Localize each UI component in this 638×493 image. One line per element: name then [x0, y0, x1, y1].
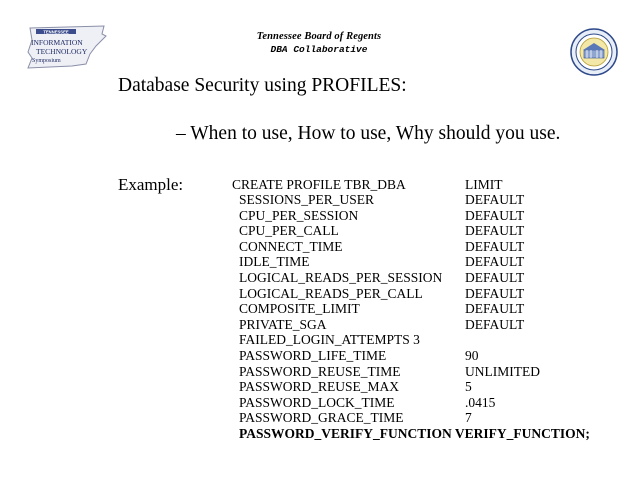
header-title: Tennessee Board of Regents: [256, 31, 382, 42]
param-name: PASSWORD_REUSE_TIME: [239, 363, 401, 379]
profile-param-row: [0, 426, 638, 442]
param-name: PASSWORD_REUSE_MAX: [239, 379, 400, 395]
param-name: PRIVATE_SGA: [239, 316, 327, 332]
create-profile-statement: CREATE PROFILE TBR_DBA: [232, 177, 406, 192]
limit-keyword: LIMIT: [465, 177, 503, 192]
param-value: DEFAULT: [465, 254, 525, 270]
profile-param-row: [0, 286, 638, 302]
param-name: CPU_PER_SESSION: [239, 207, 359, 223]
logo-line-1: TENNESSEE: [43, 29, 69, 35]
param-value: 7: [465, 410, 472, 426]
param-name: COMPOSITE_LIMIT: [239, 301, 360, 317]
param-value: 90: [465, 348, 479, 363]
param-value: DEFAULT: [465, 270, 525, 285]
slide-heading: Database Security using PROFILES:: [118, 75, 407, 96]
param-name: PASSWORD_GRACE_TIME: [239, 410, 404, 426]
profile-param-row: [0, 239, 638, 255]
param-value: DEFAULT: [465, 207, 525, 223]
profile-param-row: [0, 270, 638, 286]
param-value: DEFAULT: [465, 301, 525, 317]
param-name: LOGICAL_READS_PER_CALL: [239, 285, 423, 301]
header-subtitle: DBA Collaborative: [270, 44, 368, 55]
param-name: PASSWORD_LOCK_TIME: [239, 394, 395, 410]
param-value: UNLIMITED: [465, 363, 540, 379]
profile-param-row: [0, 410, 638, 426]
param-value: DEFAULT: [465, 238, 525, 254]
logo-line-3: TECHNOLOGY: [36, 47, 88, 56]
profile-param-row: [0, 254, 638, 270]
profile-param-row: [0, 301, 638, 317]
profile-param-row: [0, 379, 638, 395]
param-name: CONNECT_TIME: [239, 238, 343, 254]
slide-bullet: – When to use, How to use, Why should you use.: [176, 123, 561, 144]
param-name: LOGICAL_READS_PER_SESSION: [239, 270, 443, 285]
profile-param-row: [0, 364, 638, 380]
param-name: PASSWORD_VERIFY_FUNCTION VERIFY_FUNCTION;: [239, 426, 590, 441]
param-name: PASSWORD_LIFE_TIME: [239, 348, 387, 363]
param-value: DEFAULT: [465, 192, 525, 207]
param-value: DEFAULT: [465, 285, 525, 301]
profile-param-row: [0, 395, 638, 411]
profile-param-row: [0, 317, 638, 333]
logo-line-2: INFORMATION: [31, 38, 83, 47]
param-name: CPU_PER_CALL: [239, 223, 339, 239]
profile-param-row: [0, 332, 638, 348]
profile-param-row: [0, 208, 638, 224]
param-value: .0415: [465, 394, 496, 410]
profile-param-row: [0, 223, 638, 239]
param-value: DEFAULT: [465, 223, 525, 239]
param-value: DEFAULT: [465, 316, 525, 332]
param-name: SESSIONS_PER_USER: [239, 192, 375, 207]
param-name: IDLE_TIME: [239, 254, 310, 270]
example-label: Example:: [118, 175, 184, 194]
logo-line-4: Symposium: [32, 58, 61, 64]
param-value: 5: [465, 379, 472, 395]
param-name: FAILED_LOGIN_ATTEMPTS 3: [239, 332, 420, 348]
profile-param-row: [0, 192, 638, 208]
profile-param-row: [0, 348, 638, 364]
